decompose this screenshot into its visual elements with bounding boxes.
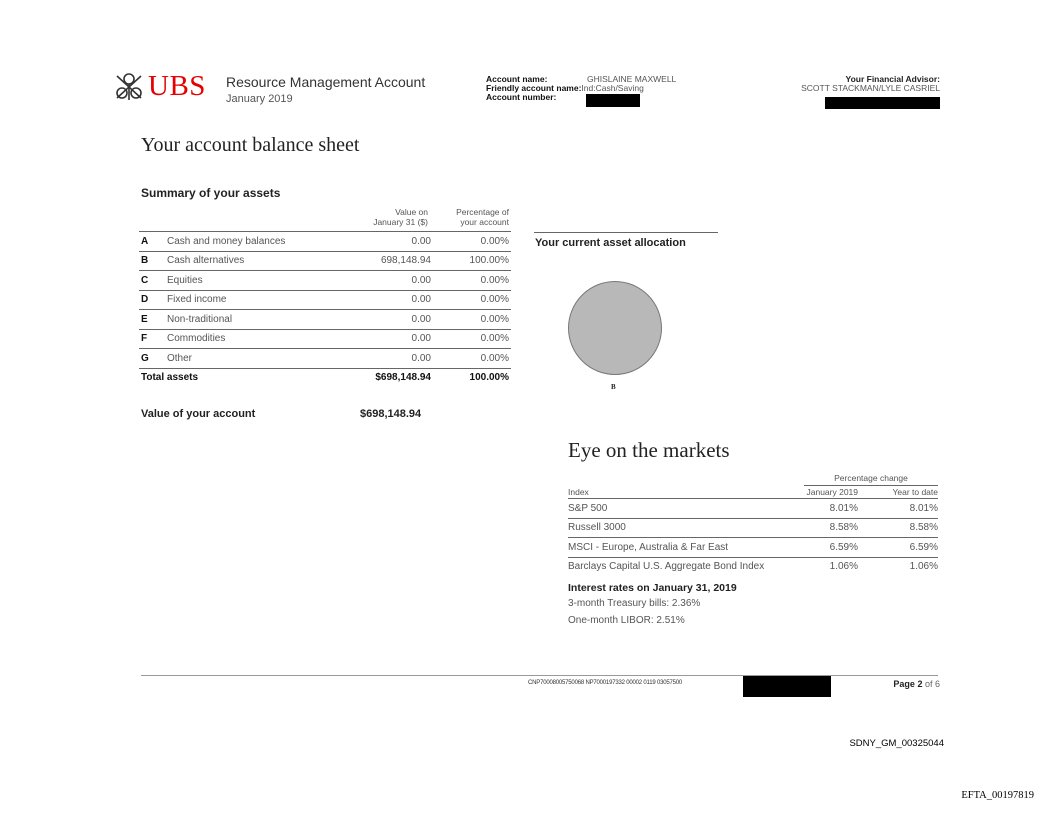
financial-advisor [801, 75, 940, 93]
asset-pct: 0.00% [431, 290, 511, 310]
asset-summary-table [139, 232, 511, 387]
asset-pct: 0.00% [431, 271, 511, 291]
market-month-change: 6.59% [788, 538, 858, 558]
ubs-keys-logo [113, 70, 145, 102]
account-name-label: Account name: [486, 74, 548, 84]
market-row [568, 499, 938, 519]
allocation-rule [534, 232, 718, 233]
market-ytd-change: 8.01% [858, 499, 938, 519]
market-index: Barclays Capital U.S. Aggregate Bond Index [568, 561, 765, 573]
page-number [893, 679, 940, 689]
summary-title: Summary of your assets [141, 186, 281, 200]
asset-row [139, 349, 511, 369]
markets-title: Eye on the markets [568, 438, 730, 462]
asset-letter: C [139, 271, 167, 291]
asset-row [139, 290, 511, 310]
total-assets-value: $698,148.94 [375, 372, 431, 384]
asset-letter: G [139, 349, 167, 369]
asset-letter: B [139, 251, 167, 271]
market-row [568, 518, 938, 538]
asset-pct: 0.00% [431, 329, 511, 349]
pct-header-line1: Percentage of [456, 207, 509, 217]
asset-label: Commodities [167, 329, 341, 349]
treasury-bill-rate: 3-month Treasury bills: 2.36% [568, 598, 701, 609]
statement-month: January 2019 [226, 93, 293, 105]
advisor-value: SCOTT STACKMAN/LYLE CASRIEL [801, 83, 940, 93]
market-index: S&P 500 [568, 499, 788, 519]
allocation-title: Your current asset allocation [535, 237, 686, 249]
market-row [568, 557, 938, 576]
asset-pct: 0.00% [431, 349, 511, 369]
asset-letter: D [139, 290, 167, 310]
footer-document-code: CNP70008005750068 NP7000197332 00002 0119 03057500 [528, 680, 683, 686]
interest-rates-title: Interest rates on January 31, 2019 [568, 582, 737, 594]
month-column-header: January 2019 [788, 485, 858, 499]
market-ytd-change: 1.06% [909, 561, 938, 573]
value-header-line2: January 31 ($) [373, 217, 428, 227]
account-value-label: Value of your account [141, 408, 256, 420]
market-month-change: 8.01% [788, 499, 858, 519]
document-title: Resource Management Account [226, 74, 426, 90]
market-month-change: 1.06% [829, 561, 858, 573]
asset-pct: 0.00% [431, 232, 511, 251]
bates-number-efta: EFTA_00197819 [961, 790, 1034, 801]
total-assets-label: Total assets [141, 372, 199, 384]
total-assets-row [139, 368, 511, 387]
total-assets-pct: 100.00% [469, 372, 509, 384]
brand-wordmark: UBS [148, 70, 206, 102]
asset-letter: F [139, 329, 167, 349]
percentage-change-header: Percentage change [804, 473, 938, 486]
asset-label: Fixed income [167, 290, 341, 310]
market-month-change: 8.58% [788, 518, 858, 538]
asset-label: Non-traditional [167, 310, 341, 330]
page-current: 2 [917, 679, 923, 689]
asset-label: Cash and money balances [167, 232, 341, 251]
asset-value: 0.00 [341, 232, 431, 251]
asset-letter: A [139, 232, 167, 251]
market-ytd-change: 8.58% [858, 518, 938, 538]
asset-label: Other [167, 349, 341, 369]
value-header-line1: Value on [395, 207, 428, 217]
markets-table [568, 485, 938, 576]
asset-pct: 100.00% [431, 251, 511, 271]
asset-value: 0.00 [341, 310, 431, 330]
asset-label: Equities [167, 271, 341, 291]
asset-row [139, 329, 511, 349]
account-value: $698,148.94 [360, 408, 422, 420]
asset-row [139, 232, 511, 251]
asset-letter: E [139, 310, 167, 330]
account-number-redaction [586, 94, 640, 107]
asset-value: 0.00 [341, 329, 431, 349]
account-number-label: Account number: [486, 92, 557, 102]
asset-value: 0.00 [341, 290, 431, 310]
asset-row [139, 310, 511, 330]
index-column-header: Index [568, 485, 788, 499]
advisor-label: Your Financial Advisor: [845, 74, 940, 84]
pct-header-line2: your account [460, 217, 509, 227]
asset-value: 698,148.94 [341, 251, 431, 271]
advisor-redaction [825, 97, 940, 109]
friendly-name-label: Friendly account name: [486, 83, 582, 93]
page-total: of 6 [924, 679, 940, 689]
value-column-header [340, 207, 428, 227]
libor-rate: One-month LIBOR: 2.51% [568, 615, 685, 626]
asset-row [139, 271, 511, 291]
asset-row [139, 251, 511, 271]
allocation-pie-slice-b [568, 281, 662, 375]
friendly-name-value: Ind:Cash/Saving [581, 83, 644, 93]
ytd-column-header: Year to date [858, 485, 938, 499]
balance-sheet-title: Your account balance sheet [141, 134, 360, 156]
bates-number-sdny: SDNY_GM_00325044 [849, 738, 944, 749]
market-index: Russell 3000 [568, 518, 788, 538]
account-name-value: GHISLAINE MAXWELL [587, 74, 677, 84]
pie-slice-label: B [611, 383, 616, 391]
asset-label: Cash alternatives [167, 251, 341, 271]
market-ytd-change: 6.59% [858, 538, 938, 558]
page-word: Page [893, 679, 915, 689]
market-row [568, 538, 938, 558]
footer-code-redaction [743, 676, 831, 697]
asset-value: 0.00 [341, 349, 431, 369]
asset-pct: 0.00% [431, 310, 511, 330]
asset-value: 0.00 [341, 271, 431, 291]
market-index: MSCI - Europe, Australia & Far East [568, 538, 788, 558]
percentage-column-header [430, 207, 509, 227]
markets-header-row [568, 485, 938, 499]
